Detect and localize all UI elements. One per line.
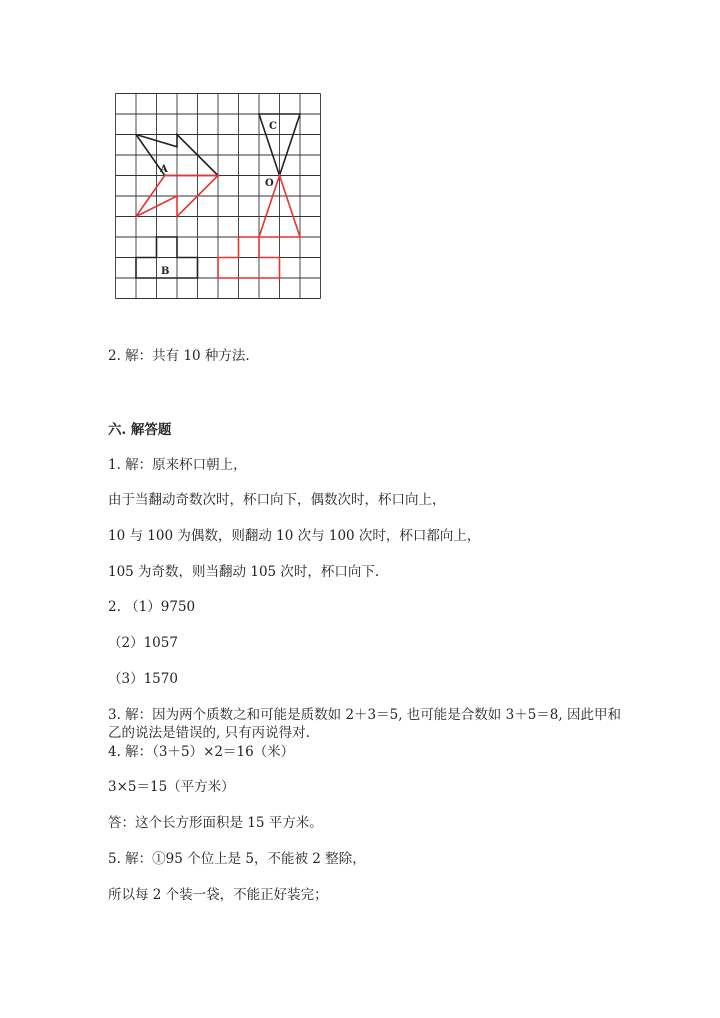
q2-line-2: （2）1057 xyxy=(108,635,178,651)
grid-svg xyxy=(114,92,324,302)
label-a: A xyxy=(160,164,168,175)
q1-line-2: 由于当翻动奇数次时，杯口向下，偶数次时，杯口向上， xyxy=(108,492,446,508)
q1-line-4: 105 为奇数，则当翻动 105 次时，杯口向下. xyxy=(108,564,380,580)
fill-q2-answer: 2. 解：共有 10 种方法. xyxy=(108,348,250,364)
q5-line-2: 所以每 2 个装一袋，不能正好装完； xyxy=(108,887,328,903)
q1-line-1: 1. 解：原来杯口朝上， xyxy=(108,457,247,473)
transformation-grid-figure xyxy=(114,92,324,302)
q2-line-3: （3）1570 xyxy=(108,671,178,687)
q4-line-2: 3×5＝15（平方米） xyxy=(108,779,235,795)
label-c: C xyxy=(269,121,277,132)
q2-line-1: 2. （1）9750 xyxy=(108,599,196,615)
label-b: B xyxy=(161,266,170,277)
section-title: 六. 解答题 xyxy=(108,422,172,438)
q5-line-1: 5. 解：①95 个位上是 5，不能被 2 整除， xyxy=(108,851,366,867)
q3-text: 3. 解：因为两个质数之和可能是质数如 2＋3＝5, 也可能是合数如 3＋5＝8, 因此甲和乙的说法是错误的, 只有丙说得对. xyxy=(108,707,621,741)
label-o: O xyxy=(265,178,274,189)
q4-line-1: 4. 解：（3＋5）×2＝16（米） xyxy=(108,744,295,760)
q4-line-3: 答：这个长方形面积是 15 平方米。 xyxy=(108,815,323,831)
q1-line-3: 10 与 100 为偶数，则翻动 10 次与 100 次时，杯口都向上， xyxy=(108,528,481,544)
